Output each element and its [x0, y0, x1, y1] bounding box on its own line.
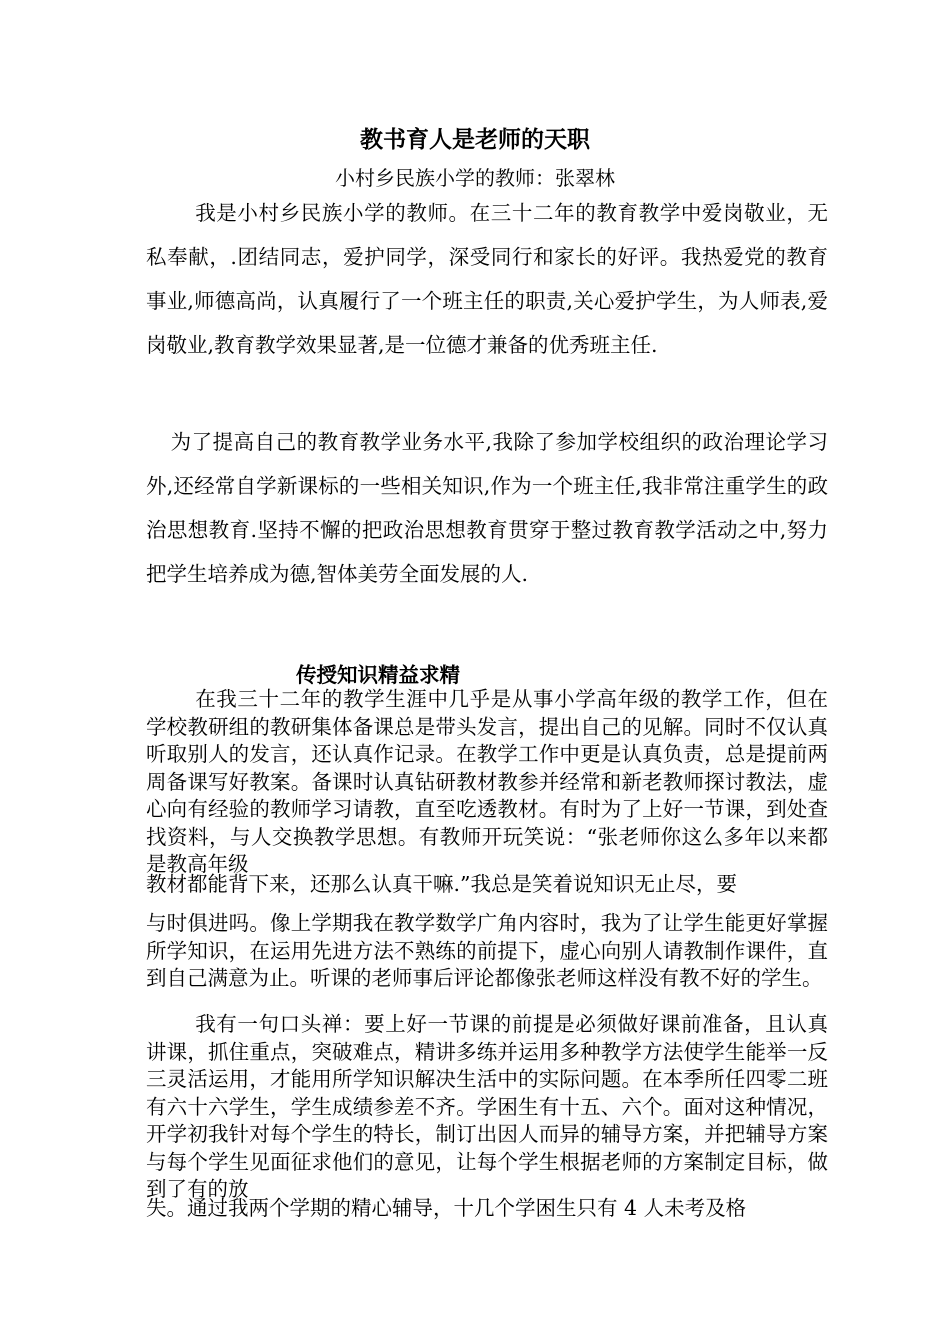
- paragraph-teaching-b: 教材都能背下来，还那么认真干嘛.”我总是笑着说知识无止尽，要: [146, 872, 737, 896]
- author-line: 小村乡民族小学的教师：张翠林: [335, 166, 615, 190]
- paragraph-teaching-a: 在我三十二年的教学生涯中几乎是从事小学高年级的教学工作，但在学校教研组的教研集体备课总是带头发言，提出自己的见解。同时不仅认真听取别人的发言，还认真作记录。在教学工作中更是认真负责，总是提前两周备课写好教案。备课时认真钻研教材教参并经常和新老教师探讨教法，虚心向有经验的教师学习请教，直至吃透教材。有时为了上好一节课，到处查找资料，与人交换教学思想。有教师开玩笑说：“张老师你这么多年以来都是教高年级: [146, 687, 828, 876]
- paragraph-teaching-c: 与时俱进吗。像上学期我在教学数学广角内容时，我为了让学生能更好掌握所学知识，在运用先进方法不熟练的前提下，虚心向别人请教制作课件，直到自己满意为止。听课的老师事后评论都像张老师这样没有教不好的学生。: [146, 911, 828, 990]
- paragraph-study: 为了提高自己的教育教学业务水平,我除了参加学校组织的政治理论学习外,还经常自学新课标的一些相关知识,作为一个班主任,我非常注重学生的政治思想教育.坚持不懈的把政治思想教育贯穿于整过教育教学活动之中,努力把学生培养成为德,智体美劳全面发展的人.: [146, 430, 828, 586]
- paragraph-intro: 我是小村乡民族小学的教师。在三十二年的教育教学中爱岗敬业，无私奉献，.团结同志，爱护同学，深受同行和家长的好评。我热爱党的教育事业,师德高尚，认真履行了一个班主任的职责,关心爱护学生，为人师表,爱岗敬业,教育教学效果显著,是一位德才兼备的优秀班主任.: [146, 201, 828, 357]
- section-heading: 传授知识精益求精: [296, 663, 460, 687]
- paragraph-motto-a: 我有一句口头禅：要上好一节课的前提是必须做好课前准备，且认真讲课，抓住重点，突破难点，精讲多练并运用多种教学方法使学生能举一反三灵活运用，才能用所学知识解决生活中的实际问题。在本季所任四零二班有六十六学生，学生成绩参差不齐。学困生有十五、六个。面对这种情况，开学初我针对每个学生的特长，制订出因人而异的辅导方案，并把辅导方案与每个学生见面征求他们的意见，让每个学生根据老师的方案制定目标，做到了有的放: [146, 1012, 828, 1201]
- paragraph-motto-b: 失。通过我两个学期的精心辅导，十几个学困生只有 4 人未考及格: [146, 1196, 747, 1220]
- document-title: 教书育人是老师的天职: [360, 126, 590, 153]
